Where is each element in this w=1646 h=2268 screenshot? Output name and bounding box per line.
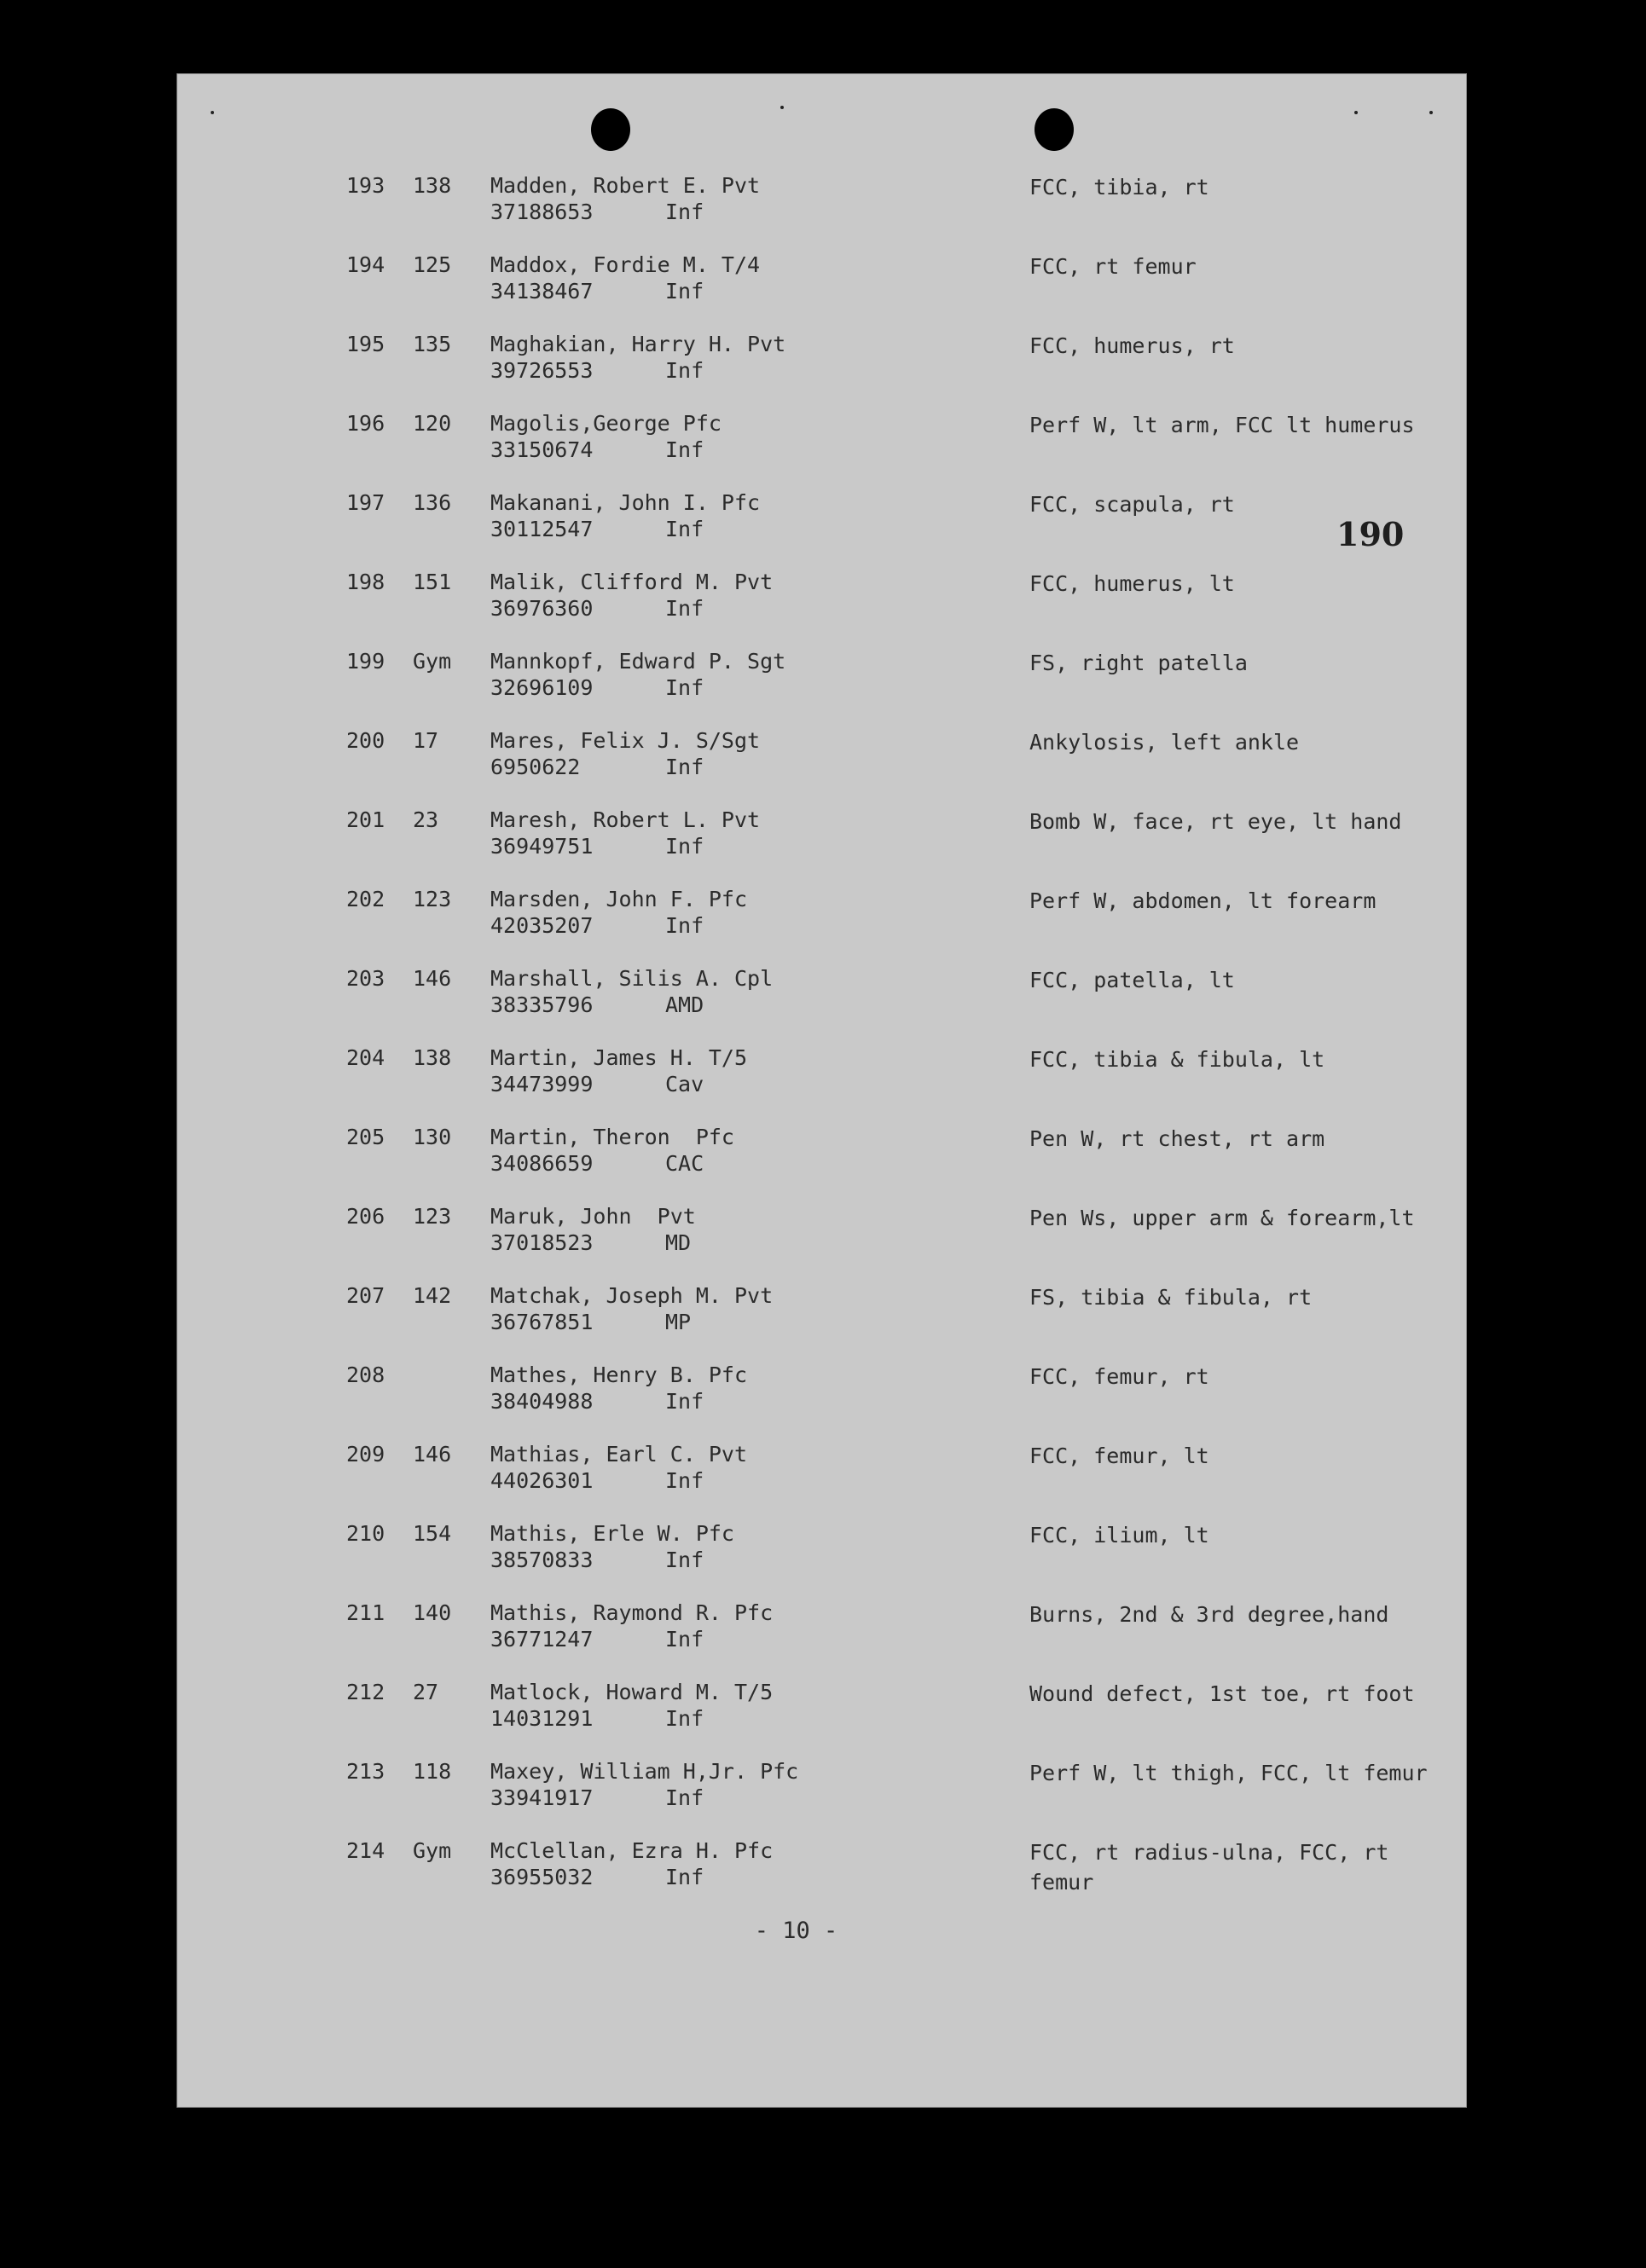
entry-number: 203	[346, 966, 385, 991]
diagnosis: Bomb W, face, rt eye, lt hand	[1029, 809, 1402, 834]
punch-hole-right	[1035, 108, 1074, 151]
ward-number: 146	[413, 966, 452, 991]
speck	[1354, 111, 1358, 114]
ward-number: 118	[413, 1759, 452, 1784]
list-item	[177, 331, 1467, 391]
patient-name: Mathias, Earl C. Pvt	[490, 1442, 748, 1467]
unit: Inf	[665, 517, 704, 541]
list-item	[177, 727, 1467, 787]
entry-number: 207	[346, 1283, 385, 1308]
patient-name: Maresh, Robert L. Pvt	[490, 807, 761, 832]
unit: Inf	[665, 596, 704, 621]
patient-name: McClellan, Ezra H. Pfc	[490, 1838, 774, 1863]
serial-number: 34086659	[490, 1151, 594, 1176]
unit: Inf	[665, 437, 704, 462]
entry-number: 201	[346, 807, 385, 832]
diagnosis: Perf W, abdomen, lt forearm	[1029, 888, 1376, 913]
ward-number: 120	[413, 411, 452, 436]
list-item	[177, 965, 1467, 1025]
serial-number: 30112547	[490, 517, 594, 541]
unit: MD	[665, 1230, 692, 1255]
entry-number: 193	[346, 173, 385, 198]
entry-number: 205	[346, 1125, 385, 1149]
unit: Inf	[665, 834, 704, 859]
unit: MP	[665, 1310, 692, 1334]
unit: AMD	[665, 992, 704, 1017]
serial-number: 38335796	[490, 992, 594, 1017]
unit: Inf	[665, 1548, 704, 1572]
list-item	[177, 1520, 1467, 1580]
unit: Inf	[665, 1627, 704, 1652]
ward-number: 138	[413, 1045, 452, 1070]
ward-number: 154	[413, 1521, 452, 1546]
serial-number: 38570833	[490, 1548, 594, 1572]
unit: Inf	[665, 1865, 704, 1889]
serial-number: 36767851	[490, 1310, 594, 1334]
diagnosis: FCC, patella, lt	[1029, 968, 1235, 992]
unit: Inf	[665, 1389, 704, 1414]
patient-name: Mares, Felix J. S/Sgt	[490, 728, 761, 753]
ward-number: 123	[413, 1204, 452, 1229]
ward-number: 138	[413, 173, 452, 198]
entry-number: 202	[346, 887, 385, 911]
list-item	[177, 1044, 1467, 1104]
unit: CAC	[665, 1151, 704, 1176]
unit: Inf	[665, 358, 704, 383]
patient-name: Magolis,George Pfc	[490, 411, 722, 436]
patient-name: Madden, Robert E. Pvt	[490, 173, 761, 198]
serial-number: 33941917	[490, 1785, 594, 1810]
diagnosis: FS, tibia & fibula, rt	[1029, 1285, 1313, 1310]
diagnosis: FCC, ilium, lt	[1029, 1523, 1209, 1548]
diagnosis: FCC, femur, rt	[1029, 1364, 1209, 1389]
serial-number: 36976360	[490, 596, 594, 621]
diagnosis: Pen Ws, upper arm & forearm,lt	[1029, 1206, 1415, 1230]
list-item	[177, 410, 1467, 470]
serial-number: 44026301	[490, 1468, 594, 1493]
entry-number: 214	[346, 1838, 385, 1863]
ward-number: 135	[413, 332, 452, 356]
ward-number: 125	[413, 252, 452, 277]
serial-number: 14031291	[490, 1706, 594, 1731]
ward-number: 140	[413, 1600, 452, 1625]
serial-number: 33150674	[490, 437, 594, 462]
speck	[211, 111, 214, 114]
document-page	[177, 73, 1467, 2108]
patient-name: Mathis, Raymond R. Pfc	[490, 1600, 774, 1625]
patient-name: Marsden, John F. Pfc	[490, 887, 748, 911]
diagnosis: Pen W, rt chest, rt arm	[1029, 1126, 1325, 1151]
ward-number: 136	[413, 490, 452, 515]
entry-number: 213	[346, 1759, 385, 1784]
serial-number: 34138467	[490, 279, 594, 304]
patient-name: Mathes, Henry B. Pfc	[490, 1363, 748, 1387]
diagnosis: FCC, tibia & fibula, lt	[1029, 1047, 1325, 1072]
diagnosis: FCC, humerus, rt	[1029, 333, 1235, 358]
diagnosis: Perf W, lt thigh, FCC, lt femur	[1029, 1761, 1428, 1785]
unit: Inf	[665, 1785, 704, 1810]
entry-number: 211	[346, 1600, 385, 1625]
diagnosis: FCC, humerus, lt	[1029, 571, 1235, 596]
entry-number: 194	[346, 252, 385, 277]
entry-number: 206	[346, 1204, 385, 1229]
diagnosis: Ankylosis, left ankle	[1029, 730, 1300, 755]
list-item	[177, 886, 1467, 946]
page-number: - 10 -	[754, 1918, 838, 1944]
serial-number: 42035207	[490, 913, 594, 938]
list-item	[177, 1282, 1467, 1342]
unit: Inf	[665, 279, 704, 304]
serial-number: 36955032	[490, 1865, 594, 1889]
diagnosis: Wound defect, 1st toe, rt foot	[1029, 1681, 1415, 1706]
unit: Inf	[665, 1468, 704, 1493]
patient-name: Malik, Clifford M. Pvt	[490, 570, 774, 594]
unit: Cav	[665, 1072, 704, 1096]
serial-number: 38404988	[490, 1389, 594, 1414]
entry-number: 200	[346, 728, 385, 753]
speck	[780, 106, 784, 109]
ward-number: 23	[413, 807, 439, 832]
list-item	[177, 1837, 1467, 1897]
serial-number: 34473999	[490, 1072, 594, 1096]
unit: Inf	[665, 1706, 704, 1731]
diagnosis: FCC, rt femur	[1029, 254, 1197, 279]
patient-name: Mathis, Erle W. Pfc	[490, 1521, 734, 1546]
patient-name: Maghakian, Harry H. Pvt	[490, 332, 786, 356]
entry-number: 210	[346, 1521, 385, 1546]
ward-number: 130	[413, 1125, 452, 1149]
list-item	[177, 252, 1467, 311]
entry-number: 197	[346, 490, 385, 515]
unit: Inf	[665, 200, 704, 224]
serial-number: 39726553	[490, 358, 594, 383]
list-item	[177, 489, 1467, 549]
patient-name: Martin, James H. T/5	[490, 1045, 748, 1070]
entry-number: 212	[346, 1680, 385, 1704]
patient-name: Maddox, Fordie M. T/4	[490, 252, 761, 277]
diagnosis: FCC, rt radius-ulna, FCC, rt femur	[1029, 1840, 1389, 1895]
list-item	[177, 1679, 1467, 1739]
serial-number: 32696109	[490, 675, 594, 700]
list-item	[177, 569, 1467, 628]
list-item	[177, 172, 1467, 232]
serial-number: 36771247	[490, 1627, 594, 1652]
diagnosis: FCC, femur, lt	[1029, 1444, 1209, 1468]
list-item	[177, 1441, 1467, 1501]
ward-number: 146	[413, 1442, 452, 1467]
entry-number: 199	[346, 649, 385, 674]
patient-name: Matchak, Joseph M. Pvt	[490, 1283, 774, 1308]
serial-number: 36949751	[490, 834, 594, 859]
entry-number: 195	[346, 332, 385, 356]
ward-number: 17	[413, 728, 439, 753]
list-item	[177, 1758, 1467, 1818]
entry-number: 209	[346, 1442, 385, 1467]
diagnosis: FCC, tibia, rt	[1029, 175, 1209, 200]
list-item	[177, 1600, 1467, 1659]
patient-name: Marshall, Silis A. Cpl	[490, 966, 774, 991]
diagnosis: FCC, scapula, rt	[1029, 492, 1235, 517]
list-item	[177, 1362, 1467, 1421]
ward-number: 151	[413, 570, 452, 594]
diagnosis: FS, right patella	[1029, 651, 1248, 675]
speck	[1429, 111, 1433, 114]
diagnosis: Burns, 2nd & 3rd degree,hand	[1029, 1602, 1389, 1627]
ward-number: Gym	[413, 649, 452, 674]
ward-number: 142	[413, 1283, 452, 1308]
patient-name: Mannkopf, Edward P. Sgt	[490, 649, 786, 674]
patient-name: Matlock, Howard M. T/5	[490, 1680, 774, 1704]
serial-number: 37018523	[490, 1230, 594, 1255]
patient-name: Martin, Theron Pfc	[490, 1125, 734, 1149]
ward-number: 27	[413, 1680, 439, 1704]
patient-name: Maxey, William H,Jr. Pfc	[490, 1759, 799, 1784]
diagnosis: Perf W, lt arm, FCC lt humerus	[1029, 413, 1415, 437]
entry-number: 208	[346, 1363, 385, 1387]
ward-number: 123	[413, 887, 452, 911]
stamp-number: 190	[1336, 515, 1405, 553]
unit: Inf	[665, 755, 704, 779]
ward-number: Gym	[413, 1838, 452, 1863]
punch-hole-left	[591, 108, 630, 151]
serial-number: 6950622	[490, 755, 581, 779]
list-item	[177, 1124, 1467, 1183]
unit: Inf	[665, 675, 704, 700]
entry-number: 198	[346, 570, 385, 594]
entry-number: 204	[346, 1045, 385, 1070]
unit: Inf	[665, 913, 704, 938]
serial-number: 37188653	[490, 200, 594, 224]
list-item	[177, 1203, 1467, 1263]
entry-number: 196	[346, 411, 385, 436]
list-item	[177, 648, 1467, 708]
list-item	[177, 807, 1467, 866]
patient-name: Maruk, John Pvt	[490, 1204, 696, 1229]
patient-name: Makanani, John I. Pfc	[490, 490, 761, 515]
